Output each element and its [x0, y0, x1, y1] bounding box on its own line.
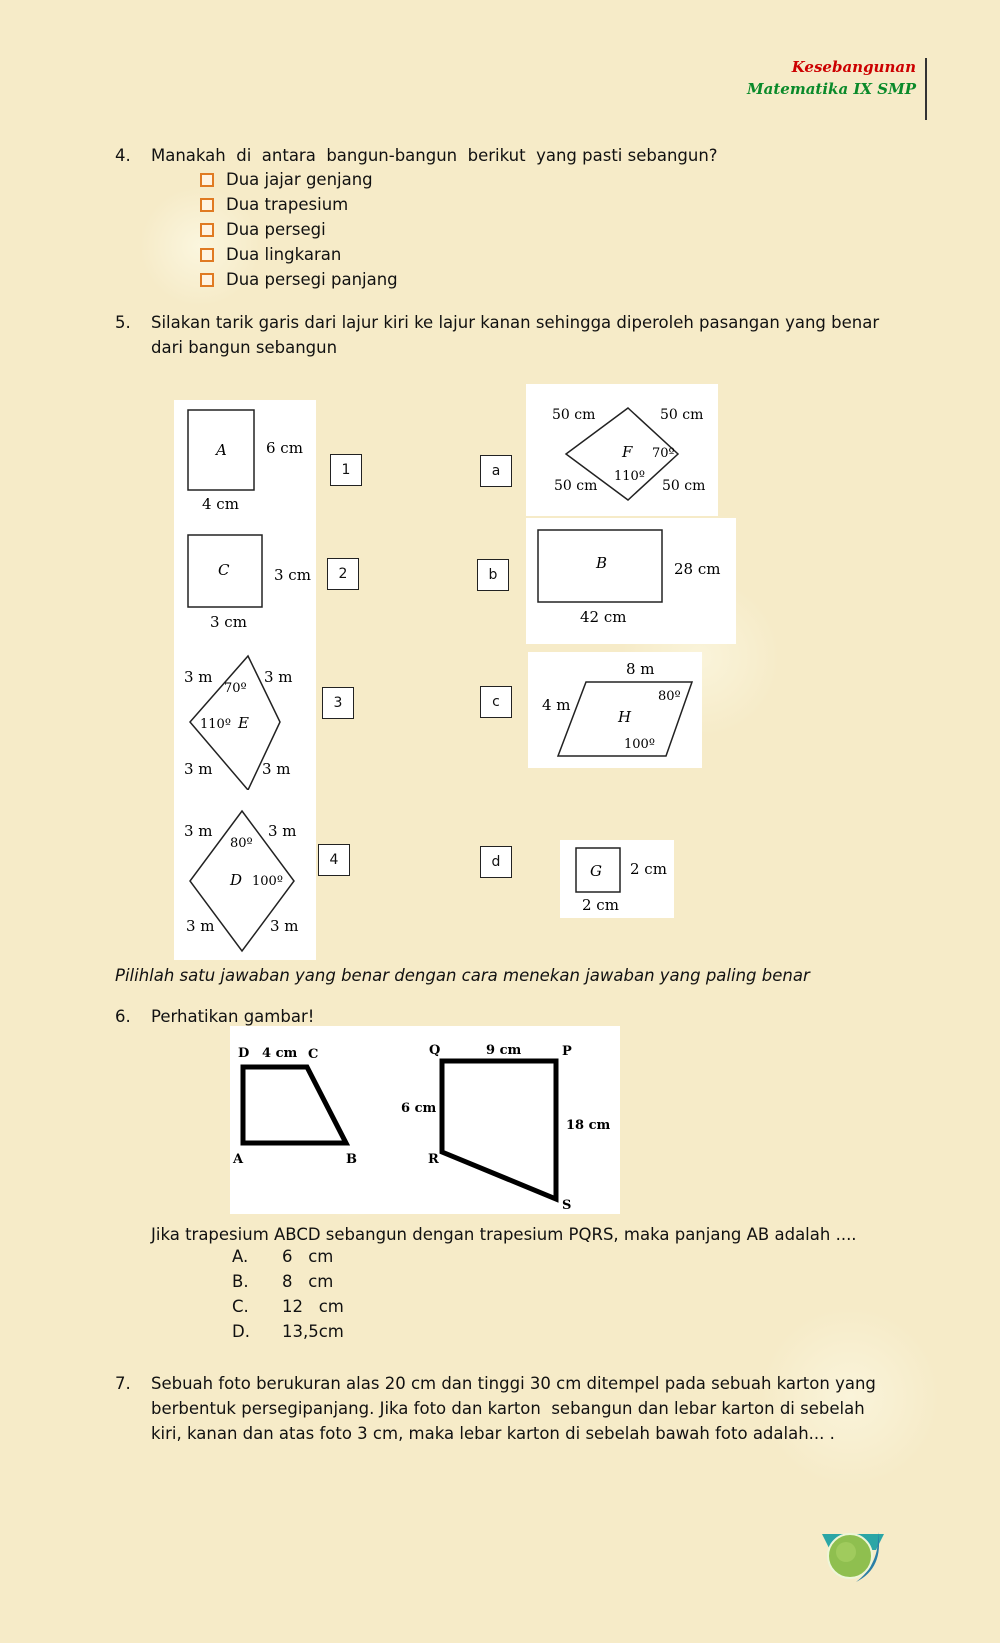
header-divider	[925, 58, 927, 120]
right-label-a[interactable]: a	[480, 455, 512, 487]
shape-e-tl: 3 m	[184, 668, 213, 686]
shape-f-tr: 50 cm	[660, 407, 704, 423]
q5-question-line1: Silakan tarik garis dari lajur kiri ke lajur kanan sehingga diperoleh pasangan yang benar	[151, 313, 880, 332]
label-c: C	[308, 1047, 319, 1062]
q4-option-label: Dua lingkaran	[226, 245, 342, 264]
shape-d-name: D	[230, 871, 243, 889]
answer-letter: B.	[232, 1272, 249, 1291]
left-label-3[interactable]: 3	[322, 687, 354, 719]
shape-b	[526, 518, 736, 644]
shape-d-angle-right: 100º	[252, 874, 283, 889]
shape-d-angle-top: 80º	[230, 836, 253, 851]
shape-c-side: 3 cm	[274, 566, 311, 584]
q6-answer-a[interactable]	[232, 1247, 333, 1266]
shape-h-top: 8 m	[626, 660, 655, 678]
right-label-b[interactable]: b	[477, 559, 509, 591]
q7-line1: Sebuah foto berukuran alas 20 cm dan tinggi 30 cm ditempel pada sebuah karton yang	[151, 1374, 876, 1393]
shape-a-side: 6 cm	[266, 439, 303, 457]
q6-answer-d[interactable]	[232, 1322, 344, 1341]
label-dc: 4 cm	[262, 1046, 298, 1061]
shape-d-tl: 3 m	[184, 822, 213, 840]
label-s: S	[562, 1198, 572, 1213]
shape-f-name: F	[622, 443, 633, 461]
checkbox-icon[interactable]	[200, 223, 214, 237]
q6-question: Jika trapesium ABCD sebangun dengan trapesium PQRS, maka panjang AB adalah ....	[151, 1225, 857, 1244]
answer-letter: C.	[232, 1297, 249, 1316]
shape-a-base: 4 cm	[202, 495, 239, 513]
shape-e-name: E	[238, 714, 249, 732]
left-label-2[interactable]: 2	[327, 558, 359, 590]
checkbox-icon[interactable]	[200, 248, 214, 262]
label-ps: 18 cm	[566, 1118, 611, 1133]
q4-number: 4.	[115, 146, 131, 165]
shape-c-base: 3 cm	[210, 613, 247, 631]
shape-e-angle-top: 70º	[224, 681, 247, 696]
shape-h	[528, 652, 702, 768]
q7-line3: kiri, kanan dan atas foto 3 cm, maka lebar karton di sebelah bawah foto adalah... .	[151, 1424, 835, 1443]
answer-text: 12 cm	[282, 1297, 344, 1316]
shape-d	[174, 805, 316, 955]
label-r: R	[428, 1152, 439, 1167]
shape-a-name: A	[216, 441, 227, 459]
label-p: P	[562, 1044, 572, 1059]
q6-figure	[230, 1026, 620, 1214]
shape-f-br: 50 cm	[662, 478, 706, 494]
q4-option-label: Dua jajar genjang	[226, 170, 373, 189]
shape-h-name: H	[618, 708, 632, 726]
left-label-4[interactable]: 4	[318, 844, 350, 876]
q4-option-label: Dua persegi	[226, 220, 326, 239]
q4-option-1[interactable]	[200, 170, 373, 189]
shape-f-angle-bottom: 110º	[614, 469, 645, 484]
shape-h-angle-bottom: 100º	[624, 737, 655, 752]
shape-c-name: C	[218, 561, 230, 579]
instruction: Pilihlah satu jawaban yang benar dengan cara menekan jawaban yang paling benar	[115, 966, 810, 985]
q4-option-5[interactable]	[200, 270, 398, 289]
q6-answer-c[interactable]	[232, 1297, 344, 1316]
q6-answer-b[interactable]	[232, 1272, 333, 1291]
shape-e-bl: 3 m	[184, 760, 213, 778]
q4-option-2[interactable]	[200, 195, 348, 214]
shape-g-name: G	[590, 862, 602, 880]
shape-e-angle-left: 110º	[200, 717, 231, 732]
checkbox-icon[interactable]	[200, 273, 214, 287]
shape-g-base: 2 cm	[582, 896, 619, 914]
shape-f	[526, 384, 718, 516]
shape-d-br: 3 m	[270, 917, 299, 935]
label-q: Q	[429, 1043, 441, 1058]
shape-c	[174, 525, 316, 635]
shape-g-side: 2 cm	[630, 860, 667, 878]
shape-d-tr: 3 m	[268, 822, 297, 840]
shape-e-tr: 3 m	[264, 668, 293, 686]
label-qp: 9 cm	[486, 1043, 522, 1058]
q7-number: 7.	[115, 1374, 131, 1393]
shape-f-angle-right: 70º	[652, 446, 675, 461]
answer-letter: A.	[232, 1247, 249, 1266]
answer-text: 13,5cm	[282, 1322, 344, 1341]
checkbox-icon[interactable]	[200, 173, 214, 187]
q7-line2: berbentuk persegipanjang. Jika foto dan karton sebangun dan lebar karton di sebelah	[151, 1399, 865, 1418]
q4-option-label: Dua persegi panjang	[226, 270, 398, 289]
answer-text: 6 cm	[282, 1247, 334, 1266]
q5-question-line2: dari bangun sebangun	[151, 338, 338, 357]
q4-question: Manakah di antara bangun-bangun berikut yang pasti sebangun?	[151, 146, 718, 165]
q4-option-4[interactable]	[200, 245, 341, 264]
shape-b-name: B	[596, 554, 608, 572]
shape-b-side: 28 cm	[674, 560, 721, 578]
right-label-d[interactable]: d	[480, 846, 512, 878]
header-title: Kesebangunan	[791, 58, 916, 76]
shape-b-base: 42 cm	[580, 608, 627, 626]
q6-number: 6.	[115, 1007, 131, 1026]
right-label-c[interactable]: c	[480, 686, 512, 718]
shape-f-bl: 50 cm	[554, 478, 598, 494]
label-a: A	[233, 1152, 244, 1167]
answer-letter: D.	[232, 1322, 250, 1341]
q4-option-3[interactable]	[200, 220, 326, 239]
logo-icon	[818, 1528, 888, 1584]
shape-g	[560, 840, 674, 918]
shape-e-br: 3 m	[262, 760, 291, 778]
label-d: D	[238, 1046, 250, 1061]
label-qr: 6 cm	[401, 1101, 437, 1116]
header-subtitle: Matematika IX SMP	[747, 80, 916, 98]
q6-prompt: Perhatikan gambar!	[151, 1007, 315, 1026]
q4-option-label: Dua trapesium	[226, 195, 349, 214]
shape-f-tl: 50 cm	[552, 407, 596, 423]
shape-d-bl: 3 m	[186, 917, 215, 935]
shape-e	[174, 650, 316, 790]
trapezoid-abcd	[232, 1046, 357, 1167]
label-b: B	[346, 1152, 357, 1167]
left-label-1[interactable]: 1	[330, 454, 362, 486]
q5-number: 5.	[115, 313, 131, 332]
trapezoid-pqrs	[401, 1043, 611, 1213]
checkbox-icon[interactable]	[200, 198, 214, 212]
shape-a	[174, 400, 316, 518]
answer-text: 8 cm	[282, 1272, 334, 1291]
shape-h-left: 4 m	[542, 696, 571, 714]
shape-h-angle-top: 80º	[658, 689, 681, 704]
